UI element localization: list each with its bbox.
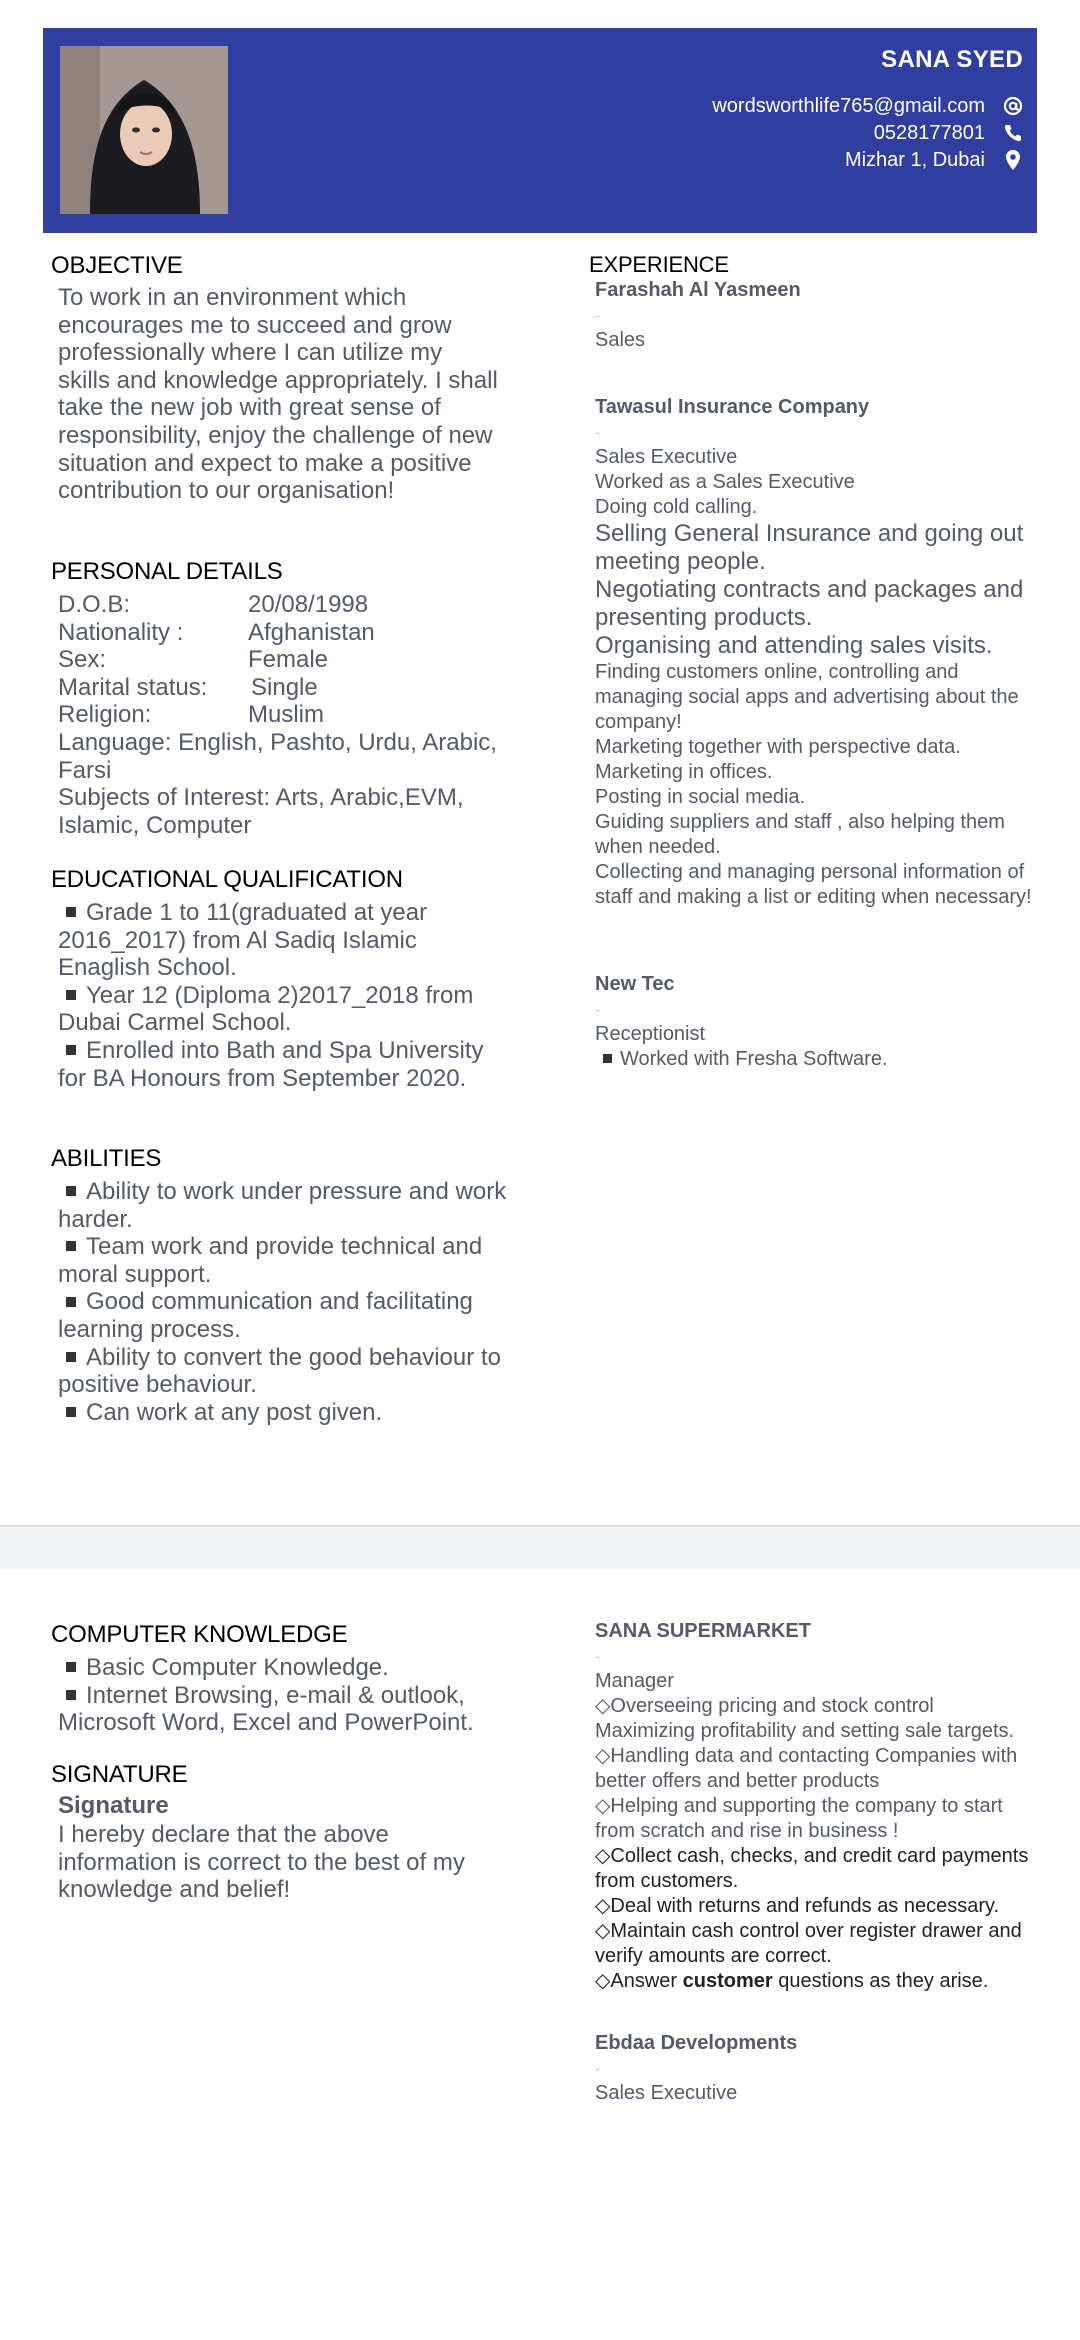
profile-photo-image [60,46,228,214]
page-divider [0,1525,1080,1569]
education-list [58,899,498,1092]
job-line: Collecting and managing personal information of staff and making a list or editing when necessary! [595,861,1032,908]
personal-row [58,701,498,729]
list-item: Year 12 (Diploma 2)2017_2018 from Dubai Carmel School. [58,981,474,1037]
resume-header [43,28,1037,233]
company-name: SANA SUPERMARKET [595,1620,811,1642]
personal-row [58,619,498,647]
square-bullet-icon [66,907,76,917]
job-line: ◇Helping and supporting the company to start from scratch and rise in business ! [595,1795,1003,1842]
language-line: Language: English, Pashto, Urdu, Arabic, Farsi [58,728,497,784]
contact-address [845,148,1023,172]
contact-email [712,94,1023,118]
personal-value: Female [248,646,329,674]
personal-row [58,646,498,674]
objective-title: OBJECTIVE [51,252,183,279]
list-item: Enrolled into Bath and Spa University for BA Honours from September 2020. [58,1036,484,1092]
job-line: ◇Collect cash, checks, and credit card payments from customers. [595,1845,1029,1892]
job-role: Sales Executive [595,446,738,468]
square-bullet-icon [66,990,76,1000]
at-sign-icon [1003,94,1023,118]
experience-title: EXPERIENCE [589,252,729,277]
computer-knowledge-title: COMPUTER KNOWLEDGE [51,1621,348,1648]
personal-label: Sex: [58,646,107,674]
personal-label: Religion: [58,701,152,729]
location-pin-icon [1003,148,1023,172]
list-item: Team work and provide technical and moral support. [58,1233,483,1288]
company-name: Farashah Al Yasmeen [595,279,801,301]
date-dash: - [595,2060,600,2076]
job-role: Receptionist [595,1023,706,1045]
phone-icon [1003,121,1023,145]
job-role: Sales Executive [595,2082,738,2104]
date-dash: - [595,1648,600,1664]
personal-label: D.O.B: [58,591,131,618]
job-line: Marketing in offices. [595,761,773,783]
personal-details-list [58,591,498,839]
job-ebdaa [595,2031,1035,2106]
profile-photo [60,46,228,214]
signature-subtitle: Signature [58,1792,169,1819]
date-dash: - [595,424,600,440]
list-item: Worked with Fresha Software. [595,1047,1035,1072]
personal-row [58,674,498,702]
resume-page-2 [0,1569,1080,2340]
computer-knowledge-list [58,1654,508,1737]
list-item: Ability to work under pressure and work harder. [58,1178,507,1233]
square-bullet-icon [603,1054,612,1063]
square-bullet-icon [66,1045,76,1055]
date-dash: - [595,1001,600,1017]
square-bullet-icon [66,1352,76,1362]
job-line: ◇Deal with returns and refunds as necessary. [595,1895,1000,1917]
job-line: ◇Overseeing pricing and stock control Maximizing profitability and setting sale targets. [595,1695,1015,1742]
personal-row [58,591,498,619]
signature-title: SIGNATURE [51,1761,188,1788]
list-item: Ability to convert the good behaviour to positive behaviour. [58,1343,501,1399]
personal-details-title: PERSONAL DETAILS [51,558,283,585]
job-sana-supermarket [595,1619,1035,1994]
personal-value: 20/08/1998 [248,591,369,618]
job-farashah [595,278,1035,353]
personal-label: Marital status: [58,673,208,701]
square-bullet-icon [66,1297,76,1307]
job-line: ◇Handling data and contacting Companies with better offers and better products [595,1745,1018,1792]
list-item: Grade 1 to 11(graduated at year 2016_2017) from Al Sadiq Islamic Enaglish School. [58,899,428,982]
objective-text: To work in an environment which encourages me to succeed and grow professionally where I can utilize my skills and knowledge appropriately. I shall take the new job with great sense of responsibility, enjoy the challenge of new situation and expect to make a positive contribution to our organisation! [58,284,498,505]
personal-value: Single [251,673,318,701]
job-role: Sales [595,329,646,351]
list-item: Can work at any post given. [58,1399,508,1427]
education-title: EDUCATIONAL QUALIFICATION [51,866,403,893]
signature-block [58,1791,498,1904]
list-item: Internet Browsing, e-mail & outlook, Microsoft Word, Excel and PowerPoint. [58,1681,474,1737]
job-line: Finding customers online, controlling and managing social apps and advertising about the company! [595,661,1019,733]
job-line: Selling General Insurance and going out meeting people. [595,520,1024,575]
personal-value: Muslim [248,701,324,729]
phone-text[interactable]: 0528177801 [873,121,985,144]
signature-text: I hereby declare that the above information is correct to the best of my knowledge and belief! [58,1821,465,1904]
job-line: Marketing together with perspective data. [595,736,961,758]
list-item: Basic Computer Knowledge. [58,1654,508,1682]
company-name: Ebdaa Developments [595,2032,798,2054]
job-line: Worked as a Sales Executive [595,471,855,493]
job-line: Doing cold calling. [595,496,758,518]
email-text[interactable]: wordsworthlife765@gmail.com [712,94,985,117]
company-name: Tawasul Insurance Company [595,396,870,418]
job-line: ◇Maintain cash control over register drawer and verify amounts are correct. [595,1920,1022,1967]
personal-label: Nationality : [58,618,184,646]
job-line: Guiding suppliers and staff , also helping them when needed. [595,811,1005,858]
square-bullet-icon [66,1690,76,1700]
square-bullet-icon [66,1186,76,1196]
job-tawasul [595,395,1035,910]
contact-phone [874,121,1023,145]
square-bullet-icon [66,1662,76,1672]
company-name: New Tec [595,973,675,995]
abilities-title: ABILITIES [51,1145,162,1172]
objective-text-block [58,284,498,505]
address-text: Mizhar 1, Dubai [844,148,985,171]
job-line: Negotiating contracts and packages and presenting products. [595,576,1024,631]
job-line: ◇Answer customer questions as they arise. [595,1970,989,1992]
personal-value: Afghanistan [248,618,375,646]
interests-line: Subjects of Interest: Arts, Arabic,EVM, Islamic, Computer [58,784,464,839]
job-new-tec [595,972,1035,1072]
job-line: Posting in social media. [595,786,806,808]
abilities-list [58,1178,508,1426]
date-dash: - [595,307,600,323]
square-bullet-icon [66,1407,76,1417]
square-bullet-icon [66,1241,76,1251]
job-role: Manager [595,1670,674,1692]
job-line: Organising and attending sales visits. [595,632,993,659]
list-item: Good communication and facilitating learning process. [58,1288,473,1343]
candidate-name: SANA SYED [881,46,1023,73]
